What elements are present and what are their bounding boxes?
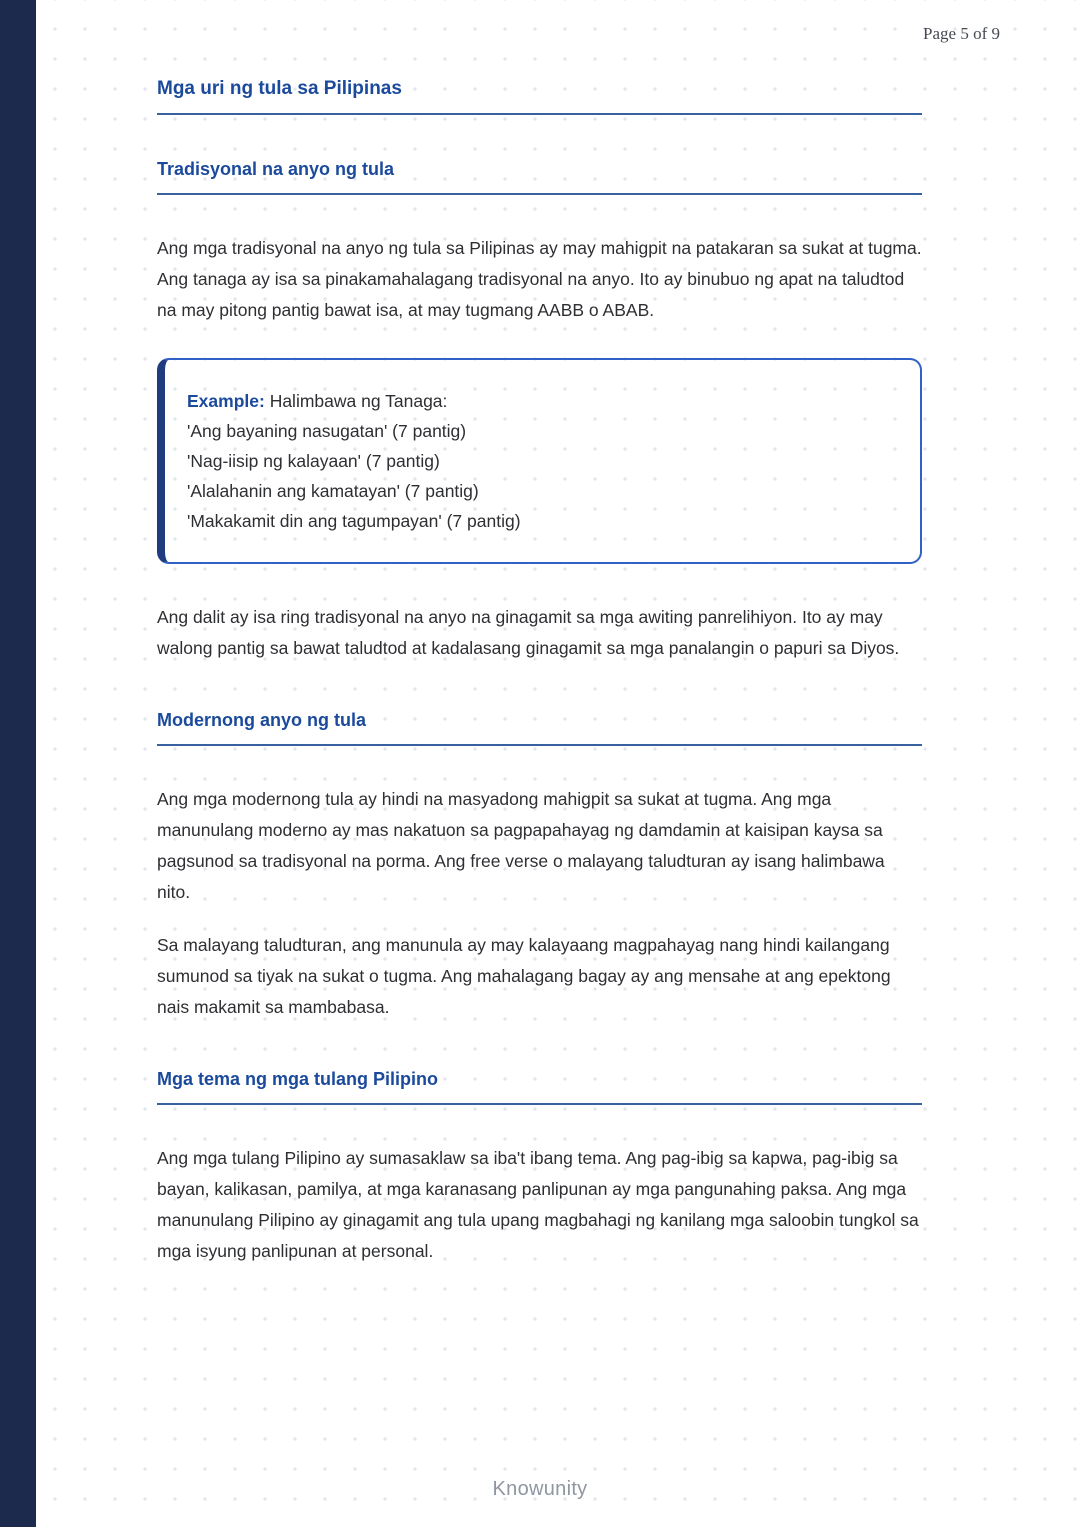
paragraph: Ang mga tradisyonal na anyo ng tula sa Pilipinas ay may mahigpit na patakaran sa sukat at tugma. Ang tanaga ay isa sa pinakamahalagang tradisyonal na anyo. Ito ay binubuo ng apat na taludtod na may pitong pantig bawat isa, at may tugmang AABB o ABAB. [157, 238, 922, 320]
example-line: 'Nag-iisip ng kalayaan' (7 pantig) [187, 451, 440, 471]
example-intro-text: Halimbawa ng Tanaga: [269, 391, 448, 411]
document-title: Mga uri ng tula sa Pilipinas [157, 78, 922, 115]
example-intro-line [187, 386, 892, 416]
section-heading-moderno: Modernong anyo ng tula [157, 710, 922, 746]
paragraph: Ang mga tulang Pilipino ay sumasaklaw sa iba't ibang tema. Ang pag-ibig sa kapwa, pag-ibig sa bayan, kalikasan, pamilya, at mga karanasang panlipunan ay mga pangunahing paksa. Ang mga manunulang Pilipino ay ginagamit ang tula upang magbahagi ng kanilang mga saloobin tungkol sa mga isyung panlipunan at personal. [157, 1148, 919, 1261]
example-callout-box [157, 358, 922, 564]
section-heading-tema: Mga tema ng mga tulang Pilipino [157, 1069, 922, 1105]
example-line: 'Makakamit din ang tagumpayan' (7 pantig) [187, 511, 521, 531]
paragraph: Ang mga modernong tula ay hindi na masyadong mahigpit sa sukat at tugma. Ang mga manunulang moderno ay mas nakatuon sa pagpapahayag ng damdamin at kaisipan kaysa sa pagsunod sa tradisyonal na porma. Ang free verse o malayang taludturan ay isang halimbawa nito. [157, 789, 885, 902]
example-label: Example: [187, 391, 265, 411]
example-line: 'Ang bayaning nasugatan' (7 pantig) [187, 421, 467, 441]
example-line: 'Alalahanin ang kamatayan' (7 pantig) [187, 481, 479, 501]
paragraph: Ang dalit ay isa ring tradisyonal na anyo na ginagamit sa mga awiting panrelihiyon. Ito ay may walong pantig sa bawat taludtod at kadalasang ginagamit sa mga panalangin o papuri sa Diyos. [157, 607, 900, 658]
page-edge-bar [0, 0, 36, 1527]
page-number-indicator: Page 5 of 9 [923, 24, 1000, 43]
document-content [157, 78, 922, 1267]
footer-brand: Knowunity [492, 1478, 588, 1500]
paragraph: Sa malayang taludturan, ang manunula ay may kalayaang magpahayag nang hindi kailangang sumunod sa tiyak na sukat o tugma. Ang mahalagang bagay ay ang mensahe at ang epektong nais makamit sa mambabasa. [157, 935, 891, 1017]
section-heading-tradisyonal: Tradisyonal na anyo ng tula [157, 159, 922, 195]
